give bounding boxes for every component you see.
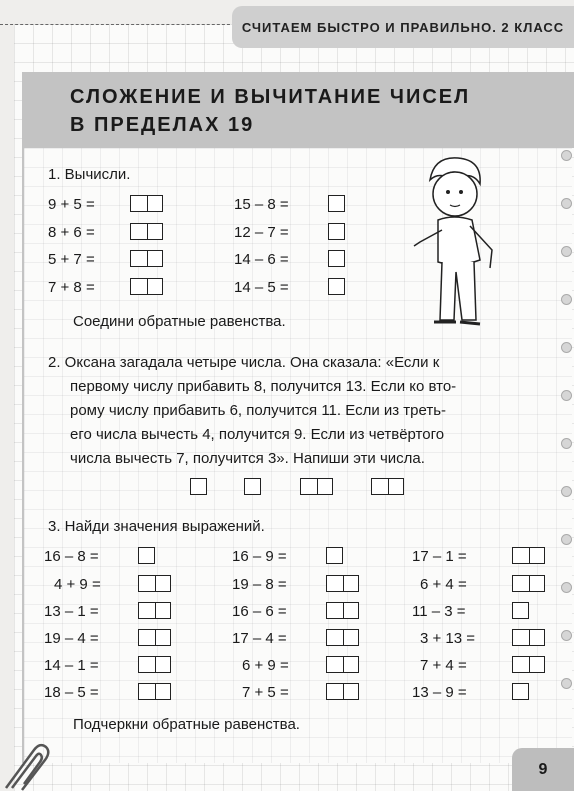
task3-expr: 13 – 9 = [412, 684, 467, 701]
answer-box-two-digit[interactable] [138, 575, 171, 592]
task3-expr: 7 + 5 = [232, 684, 289, 701]
answer-box-two-digit[interactable] [138, 629, 171, 646]
answer-box-one-digit[interactable] [328, 195, 345, 212]
topic-title-line1: СЛОЖЕНИЕ И ВЫЧИТАНИЕ ЧИСЕЛ [70, 86, 471, 108]
task3-expr: 16 – 9 = [232, 548, 287, 565]
task2-text-line: его числа вычесть 4, получится 9. Если из четвёртого [70, 426, 445, 443]
answer-box-one-digit[interactable] [138, 547, 155, 564]
answer-box-two-digit[interactable] [512, 575, 545, 592]
answer-box-two-digit[interactable] [326, 656, 359, 673]
task3-expr: 16 – 8 = [44, 548, 99, 565]
answer-box-one-digit[interactable] [328, 223, 345, 240]
task2-text-line: числа вычесть 7, получится 3». Напиши эти числа. [70, 450, 425, 467]
topic-band [22, 72, 574, 148]
task3-expr: 14 – 1 = [44, 657, 99, 674]
page-number: 9 [512, 748, 574, 791]
answer-box-two-digit[interactable] [371, 478, 404, 495]
answer-box-two-digit[interactable] [300, 478, 333, 495]
series-title: СЧИТАЕМ БЫСТРО И ПРАВИЛЬНО. 2 КЛАСС [241, 19, 565, 35]
answer-box-two-digit[interactable] [130, 223, 163, 240]
answer-box-two-digit[interactable] [512, 656, 545, 673]
topic-title-line2: В ПРЕДЕЛАХ 19 [70, 114, 255, 136]
task3-expr: 6 + 9 = [232, 657, 289, 674]
answer-box-two-digit[interactable] [512, 629, 545, 646]
answer-box-one-digit[interactable] [190, 478, 207, 495]
answer-box-one-digit[interactable] [244, 478, 261, 495]
task1-expr: 7 + 8 = [48, 279, 95, 296]
answer-box-two-digit[interactable] [130, 250, 163, 267]
task2-text-line: рому числу прибавить 6, получится 11. Если из треть- [70, 402, 447, 419]
binder-rings [560, 150, 574, 790]
task1-expr: 8 + 6 = [48, 224, 95, 241]
task3-heading: 3. Найди значения выражений. [48, 518, 265, 535]
task2-text-line: 2. Оксана загадала четыре числа. Она сказала: «Если к [48, 354, 440, 371]
task3-expr: 4 + 9 = [44, 576, 101, 593]
task3-expr: 7 + 4 = [412, 657, 467, 674]
task1-expr: 14 – 6 = [234, 251, 289, 268]
answer-box-one-digit[interactable] [512, 683, 529, 700]
answer-box-two-digit[interactable] [326, 575, 359, 592]
task3-expr: 6 + 4 = [412, 576, 467, 593]
task3-expr: 13 – 1 = [44, 603, 99, 620]
paper-clip-icon [0, 738, 50, 791]
task3-expr: 11 – 3 = [412, 603, 466, 620]
answer-box-two-digit[interactable] [138, 683, 171, 700]
task1-note: Соедини обратные равенства. [73, 313, 286, 330]
task3-expr: 19 – 8 = [232, 576, 287, 593]
answer-box-two-digit[interactable] [130, 195, 163, 212]
series-header [232, 6, 574, 48]
task3-note: Подчеркни обратные равенства. [73, 716, 300, 733]
answer-box-one-digit[interactable] [326, 547, 343, 564]
cut-line [0, 24, 240, 25]
answer-box-one-digit[interactable] [328, 250, 345, 267]
answer-box-two-digit[interactable] [130, 278, 163, 295]
answer-box-two-digit[interactable] [326, 683, 359, 700]
answer-box-one-digit[interactable] [328, 278, 345, 295]
task1-expr: 12 – 7 = [234, 224, 289, 241]
task3-expr: 3 + 13 = [412, 630, 475, 647]
answer-box-two-digit[interactable] [512, 547, 545, 564]
answer-box-two-digit[interactable] [326, 602, 359, 619]
task3-expr: 16 – 6 = [232, 603, 287, 620]
task1-expr: 15 – 8 = [234, 196, 289, 213]
answer-box-two-digit[interactable] [326, 629, 359, 646]
task1-expr: 5 + 7 = [48, 251, 95, 268]
task3-expr: 18 – 5 = [44, 684, 99, 701]
task1-expr: 9 + 5 = [48, 196, 95, 213]
task1-expr: 14 – 5 = [234, 279, 289, 296]
task1-heading: 1. Вычисли. [48, 166, 131, 183]
answer-box-two-digit[interactable] [138, 656, 171, 673]
answer-box-one-digit[interactable] [512, 602, 529, 619]
task3-expr: 17 – 1 = [412, 548, 467, 565]
task3-expr: 19 – 4 = [44, 630, 99, 647]
task3-expr: 17 – 4 = [232, 630, 287, 647]
task2-text-line: первому числу прибавить 8, получится 13. Если ко вто- [70, 378, 457, 395]
boy-illustration [408, 150, 504, 340]
answer-box-two-digit[interactable] [138, 602, 171, 619]
